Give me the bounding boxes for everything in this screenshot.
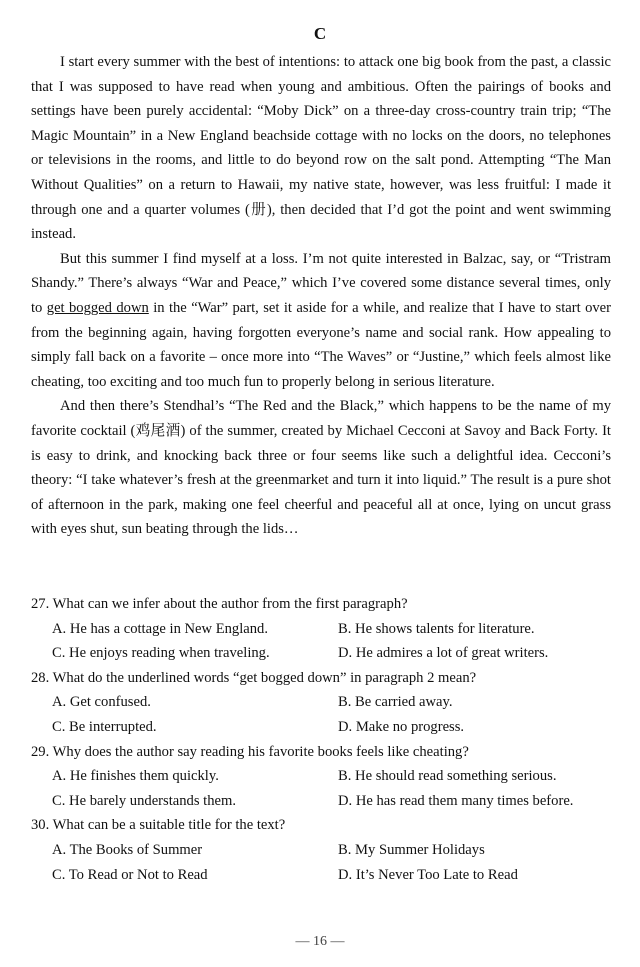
question-30 (31, 813, 611, 887)
question-stem: 27. What can we infer about the author from the first paragraph? (31, 596, 408, 612)
option-a: A. He finishes them quickly. (52, 768, 219, 785)
option-d: D. He has read them many times before. (338, 792, 574, 809)
paragraph-3: And then there’s Stendhal’s “The Red and the Black,” which happens to be the name of my favorite cocktail (鸡尾酒) of the summer, created by Michael Cecconi at Savoy and Back Forty. It is easy to drink, and knocking back three or four seems like such a delightful idea. Cecconi’s theory: “I take whatever’s fresh at the greenmarket and turn it into liquid.” The result is a pure shot of afternoon in the park, making one feel cheerful and peaceful all at once, lying on uncut grass with eyes shut, sun beating through the lids… (31, 398, 611, 538)
question-29 (31, 740, 611, 814)
option-b: B. Be carried away. (338, 694, 453, 711)
reading-passage (31, 50, 611, 542)
option-c: C. He enjoys reading when traveling. (52, 645, 270, 662)
option-d: D. It’s Never Too Late to Read (338, 866, 518, 883)
option-c: C. He barely understands them. (52, 792, 236, 809)
option-d: D. He admires a lot of great writers. (338, 645, 549, 662)
option-a: A. He has a cottage in New England. (52, 620, 268, 637)
section-title: C (313, 24, 327, 43)
question-stem: 28. What do the underlined words “get bogged down” in paragraph 2 mean? (31, 669, 477, 686)
paragraph-1: I start every summer with the best of intentions: to attack one big book from the past, a classic that I was supposed to have read when young and ambitious. Often the pairings of books and settings have been purely accidental: “Moby Dick” on a three-day cross-country train trip; “The Magic Mountain” in a New England beachside cottage with no locks on the doors, no telephones or televisions in the rooms, and little to do beyond row on the salt pond. Attempting “The Man Without Qualities” on a return to Hawaii, my native state, however, was less fruitful: I made it through one and a quarter volumes (册), then decided that I’d got the point and went swimming instead. (31, 54, 611, 243)
question-stem: 29. Why does the author say reading his favorite books feels like cheating? (31, 743, 469, 760)
option-a: A. Get confused. (52, 694, 151, 711)
question-27 (31, 592, 611, 666)
option-b: B. He should read something serious. (338, 768, 557, 785)
paragraph-2-text-a: But this summer I find myself at a loss. I’m not quite interested in Balzac, say, or “Tristram Shandy.” There’s always “War and Peace,” which I’ve covered some distance several times, only to (31, 250, 611, 316)
question-28 (31, 666, 611, 740)
option-b: B. My Summer Holidays (338, 841, 485, 858)
underlined-phrase: get bogged down (46, 299, 149, 316)
question-list (31, 592, 611, 887)
paragraph-2-text-b: in the “War” part, set it aside for a while, and realize that I have to start over from the beginning again, having forgotten everyone’s name and social rank. How appealing to simply fall back on a favorite – once more into “The Waves” or “Justine,” which feels almost like cheating, too exciting and too much fun to properly belong in serious literature. (31, 299, 611, 390)
page-number: — 16 — (295, 934, 345, 949)
option-d: D. Make no progress. (338, 718, 465, 735)
option-c: C. Be interrupted. (52, 718, 157, 735)
paragraph-2 (31, 247, 611, 395)
question-stem: 30. What can be a suitable title for the text? (31, 817, 286, 834)
option-b: B. He shows talents for literature. (338, 620, 535, 637)
option-c: C. To Read or Not to Read (52, 866, 208, 883)
option-a: A. The Books of Summer (52, 841, 203, 858)
